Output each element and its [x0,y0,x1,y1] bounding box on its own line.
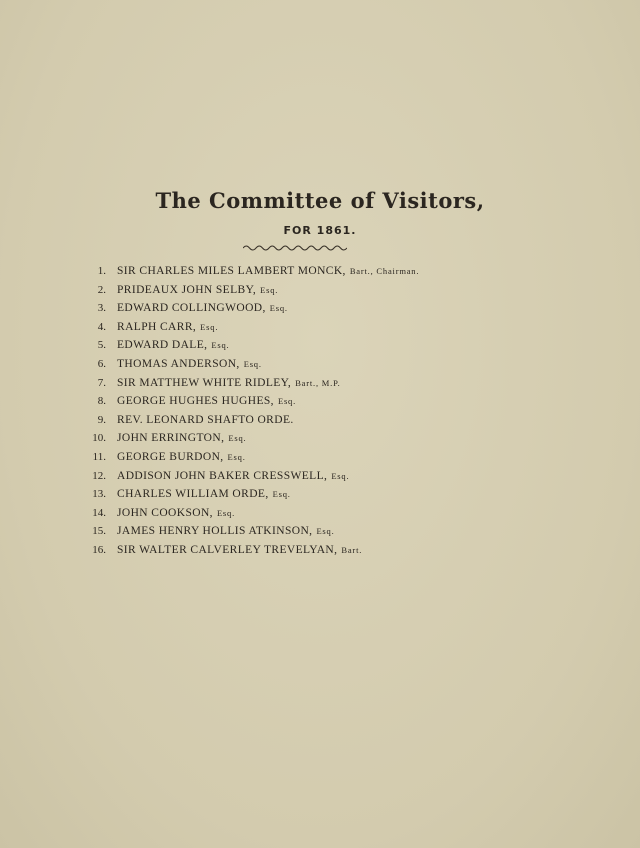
member-name: RALPH CARR, [117,320,197,333]
member-name: SIR CHARLES MILES LAMBERT MONCK, [117,265,346,277]
wavy-rule-ornament [243,244,347,252]
item-number: 10. [92,432,106,445]
member-name: SIR WALTER CALVERLEY TREVELYAN, [117,543,338,556]
member-name: JOHN ERRINGTON, [117,432,225,445]
member-title-suffix: Bart., M.P. [295,377,341,388]
member-name: JOHN COOKSON, [117,506,213,519]
item-number: 2. [97,283,106,296]
list-item [80,336,560,355]
item-number: 11. [92,450,106,463]
item-number: 14. [92,506,106,519]
member-name: EDWARD DALE, [117,339,208,352]
item-number: 6. [97,357,106,370]
item-number: 8. [97,395,106,408]
page-title: The Committee of Visitors, [155,188,485,213]
item-number: 12. [92,469,106,482]
member-title-suffix: Bart., Chairman. [349,266,420,276]
list-item [80,299,560,318]
list-item [80,522,560,541]
list-item [80,262,560,281]
member-title-suffix: Esq. [269,303,288,314]
committee-member-list [80,262,560,560]
member-title-suffix: Bart. [341,544,363,555]
member-name: THOMAS ANDERSON, [117,357,240,370]
item-number: 3. [97,302,106,315]
member-name: PRIDEAUX JOHN SELBY, [117,283,257,296]
member-name: EDWARD COLLINGWOOD, [117,302,266,315]
member-title-suffix: Esq. [260,284,279,295]
member-name: SIR MATTHEW WHITE RIDLEY, [117,376,292,389]
member-title-suffix: Esq. [211,340,230,351]
list-item [80,355,560,374]
list-item [80,541,560,560]
item-number: 4. [97,320,106,333]
member-name: CHARLES WILLIAM ORDE, [117,488,269,501]
item-number: 9. [97,413,106,426]
member-title-suffix: Esq. [277,396,297,407]
list-item [80,504,560,523]
member-name: REV. LEONARD SHAFTO ORDE. [117,413,294,426]
item-number: 16. [92,543,106,556]
member-title-suffix: Esq. [272,489,291,500]
member-title-suffix: Esq. [331,470,350,481]
list-item [80,392,560,411]
list-item [80,374,560,393]
item-number: 15. [92,525,106,538]
item-number: 5. [97,339,106,352]
list-item [80,485,560,504]
list-item [80,281,560,300]
item-number: 7. [97,376,106,389]
member-title-suffix: Esq. [216,507,236,518]
list-item [80,467,560,486]
page-subtitle: FOR 1861. [283,224,357,237]
member-name: JAMES HENRY HOLLIS ATKINSON, [117,525,313,538]
list-item [80,411,560,430]
list-item [80,448,560,467]
item-number: 1. [97,265,106,277]
list-item [80,429,560,448]
member-title-suffix: Esq. [227,451,246,462]
list-item [80,318,560,337]
member-title-suffix: Esq. [200,321,219,332]
member-name: GEORGE HUGHES HUGHES, [117,395,274,408]
item-number: 13. [92,488,106,501]
member-title-suffix: Esq. [316,526,335,537]
member-name: GEORGE BURDON, [117,450,224,463]
member-name: ADDISON JOHN BAKER CRESSWELL, [117,469,328,482]
member-title-suffix: Esq. [243,358,262,369]
member-title-suffix: Esq. [228,433,247,444]
